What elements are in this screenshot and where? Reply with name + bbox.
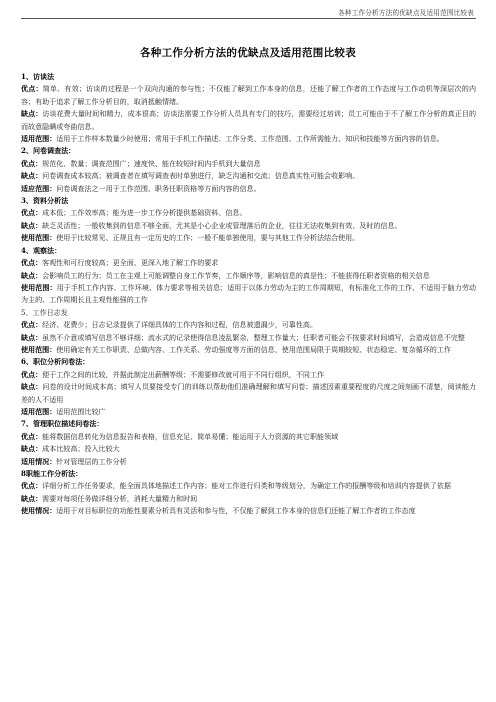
paragraph-label: 适应范围：	[21, 183, 57, 193]
section-heading: 4、观察法：	[21, 245, 62, 255]
paragraph-text: 用于手机工作内容、工作环境、体力要求等相关信息；适用于以体力劳动为主的工作周期短，有标准化工作的工作、不适用于脑力劳动为主的、工作周期长且主观性能强的工作	[21, 282, 476, 305]
paragraph-label: 优点：	[21, 481, 43, 491]
section-heading: 6、职位分析问卷法：	[21, 357, 90, 367]
section-paragraph	[21, 332, 476, 344]
paragraph-text: 缺乏灵活性；一般收集到的信息不够全面，尤其是小心企业或管理落后的企业，往往无法收集到有效、及时的信息。	[42, 220, 402, 230]
paragraph-label: 缺点：	[21, 171, 43, 181]
section-paragraph	[21, 257, 476, 269]
page-title: 各种工作分析方法的优缺点及适用范围比较表	[140, 47, 356, 59]
paragraph-text: 针对管理层的工作分析	[56, 456, 127, 466]
section-heading: 7、管理职位描述问卷法：	[21, 419, 104, 429]
paragraph-label: 适用范围：	[21, 134, 57, 144]
paragraph-text: 需要对每项任务做详细分析，消耗大量精力和时间	[42, 493, 198, 503]
paragraph-text: 详细分析工作任务要求，能全面具体地描述工作内容；能对工作进行归类和等级划分，为确定工作的报酬等级和培训内容提供了依据	[42, 481, 451, 491]
running-header: 各种工作分析方法的优缺点及适用范围比较表	[338, 9, 474, 17]
document-body	[21, 71, 476, 518]
paragraph-label: 优点：	[21, 84, 43, 94]
paragraph-text: 虽然不介意或填写信息不够详细；流水式的记录使得信息凌乱繁杂，整理工作量大；任职者可能会不按要求时间填写，会造成信息不完整	[42, 332, 465, 342]
paragraph-label: 优点：	[21, 258, 43, 268]
paragraph-label: 优点：	[21, 158, 43, 168]
section-heading: 5、工作日志发	[21, 307, 68, 317]
section-paragraph	[21, 220, 476, 232]
section-paragraph	[21, 282, 476, 307]
paragraph-label: 缺点：	[21, 382, 43, 392]
paragraph-text: 访谈花费大量时间和精力，成本很高；访谈法需要工作分析人员具有专门的技巧，需要经过培训；员工可能由于不了解工作分析的真正目的而故意隐瞒或夸曲信息。	[21, 109, 476, 131]
paragraph-text: 会影响员工的行为；员工在主观上可能调整自身工作节奏，工作顺序等，影响信息的真是性；不能获得任职者资格的相关信息	[42, 270, 430, 280]
section-heading: 2、问卷调查法：	[21, 146, 76, 156]
paragraph-text: 适用于工作样本数量少时使用；常用于手机工作描述、工作分类、工作范围、工作所需能力、知识和技能等方面内容的信息。	[56, 134, 444, 144]
paragraph-label: 使用范围：	[21, 233, 57, 243]
paragraph-text: 成本低；工作效率高；能为进一步工作分析提供基础资料、信息。	[42, 208, 247, 218]
paragraph-text: 便于工作之间的比较，并据此制定出薪酬等级；不需要修改就可用于不同行组织，不同工作	[42, 369, 325, 379]
paragraph-text: 客观性和可行度较高；更全面、更深入地了解工作的要求	[42, 258, 219, 268]
section-paragraph	[21, 83, 476, 108]
section-paragraph	[21, 207, 476, 219]
paragraph-text: 使用确定有关工作职责、总做内容、工作关系、劳动强度等方面的信息，使用范围局限于周期较短、状态稳定、复杂循环的工作	[56, 344, 451, 354]
paragraph-label: 适用范围：	[21, 406, 57, 416]
section-paragraph	[21, 431, 476, 443]
paragraph-label: 优点：	[21, 320, 43, 330]
paragraph-label: 缺点：	[21, 493, 43, 503]
section-paragraph	[21, 133, 476, 145]
section-paragraph	[21, 456, 476, 468]
section-paragraph	[21, 505, 476, 517]
paragraph-label: 缺点：	[21, 270, 43, 280]
section-paragraph	[21, 369, 476, 381]
section-heading: 1、访谈法	[21, 72, 55, 81]
paragraph-text: 规范化、数量；调查范围广；速度快、能在较短时间内手机到大量信息	[42, 158, 261, 168]
paragraph-text: 适用于对目标职位的功能性要素分析具有灵活和参与性，不仅能了解到工作本身的信息们还能了解工作者的工作态度	[56, 506, 416, 516]
paragraph-label: 适用情况：	[21, 456, 57, 466]
paragraph-label: 缺点：	[21, 109, 43, 119]
section-heading: 3、资料分析法	[21, 196, 69, 206]
paragraph-text: 问卷调查法之一用于工作范围、职务任职资格等方面内容的信息。	[56, 183, 261, 193]
section-heading: 8职能工作分析法：	[21, 469, 83, 478]
paragraph-label: 优点：	[21, 431, 43, 441]
paragraph-text: 能将数据信息转化为信息报告和表格，信息充足、简单易懂；能运用于人力资源的其它职能领域	[42, 431, 339, 441]
section-paragraph	[21, 183, 476, 195]
paragraph-label: 使用情况：	[21, 506, 57, 516]
section-paragraph	[21, 232, 476, 244]
paragraph-label: 使用范围：	[21, 344, 57, 354]
paragraph-text: 简单、有效；访谈的过程是一个双向沟通的参与性；不仅能了解到工作本身的信息，还能了解工作者的工作态度与工作动机等深层次的内容；有助于追求了解工作分析目的，取消抵触情绪。	[21, 84, 476, 106]
paragraph-text: 使用于比较常见、正规且有一定历史的工作；一般不能单独使用，要与其他工作分析法结合使用。	[56, 233, 360, 243]
header-rule	[21, 18, 476, 19]
section-paragraph	[21, 344, 476, 356]
paragraph-label: 使用范围：	[21, 282, 57, 292]
section-paragraph	[21, 319, 476, 331]
paragraph-label: 优点：	[21, 369, 43, 379]
section-paragraph	[21, 381, 476, 406]
section-paragraph	[21, 480, 476, 492]
section-paragraph	[21, 158, 476, 170]
section-paragraph	[21, 270, 476, 282]
section-paragraph	[21, 493, 476, 505]
paragraph-text: 问卷的设计时间成本高；填写人员要接受专门的训练以帮助他们准确理解和填写问卷；描述因素重要程度的尺度之间刻画不清楚，阅读能力差的人不适用	[21, 382, 476, 404]
section-paragraph	[21, 406, 476, 418]
paragraph-label: 缺点：	[21, 332, 43, 342]
paragraph-label: 优点：	[21, 208, 43, 218]
paragraph-text: 适用范围比较广	[56, 406, 106, 416]
section-paragraph	[21, 170, 476, 182]
paragraph-label: 缺点：	[21, 444, 43, 454]
paragraph-label: 缺点：	[21, 220, 43, 230]
section-paragraph	[21, 108, 476, 133]
section-paragraph	[21, 443, 476, 455]
paragraph-text: 经济、花费少；日志记录提供了详细具体的工作内容和过程，信息被遗漏少，可靠性高。	[42, 320, 317, 330]
paragraph-text: 问卷调查成本较高；被调查者在填写调查表时单独进行，缺乏沟通和交流；信息真实性可能会收影响。	[42, 171, 360, 181]
paragraph-text: 成本比较高；投入比较大	[42, 444, 120, 454]
